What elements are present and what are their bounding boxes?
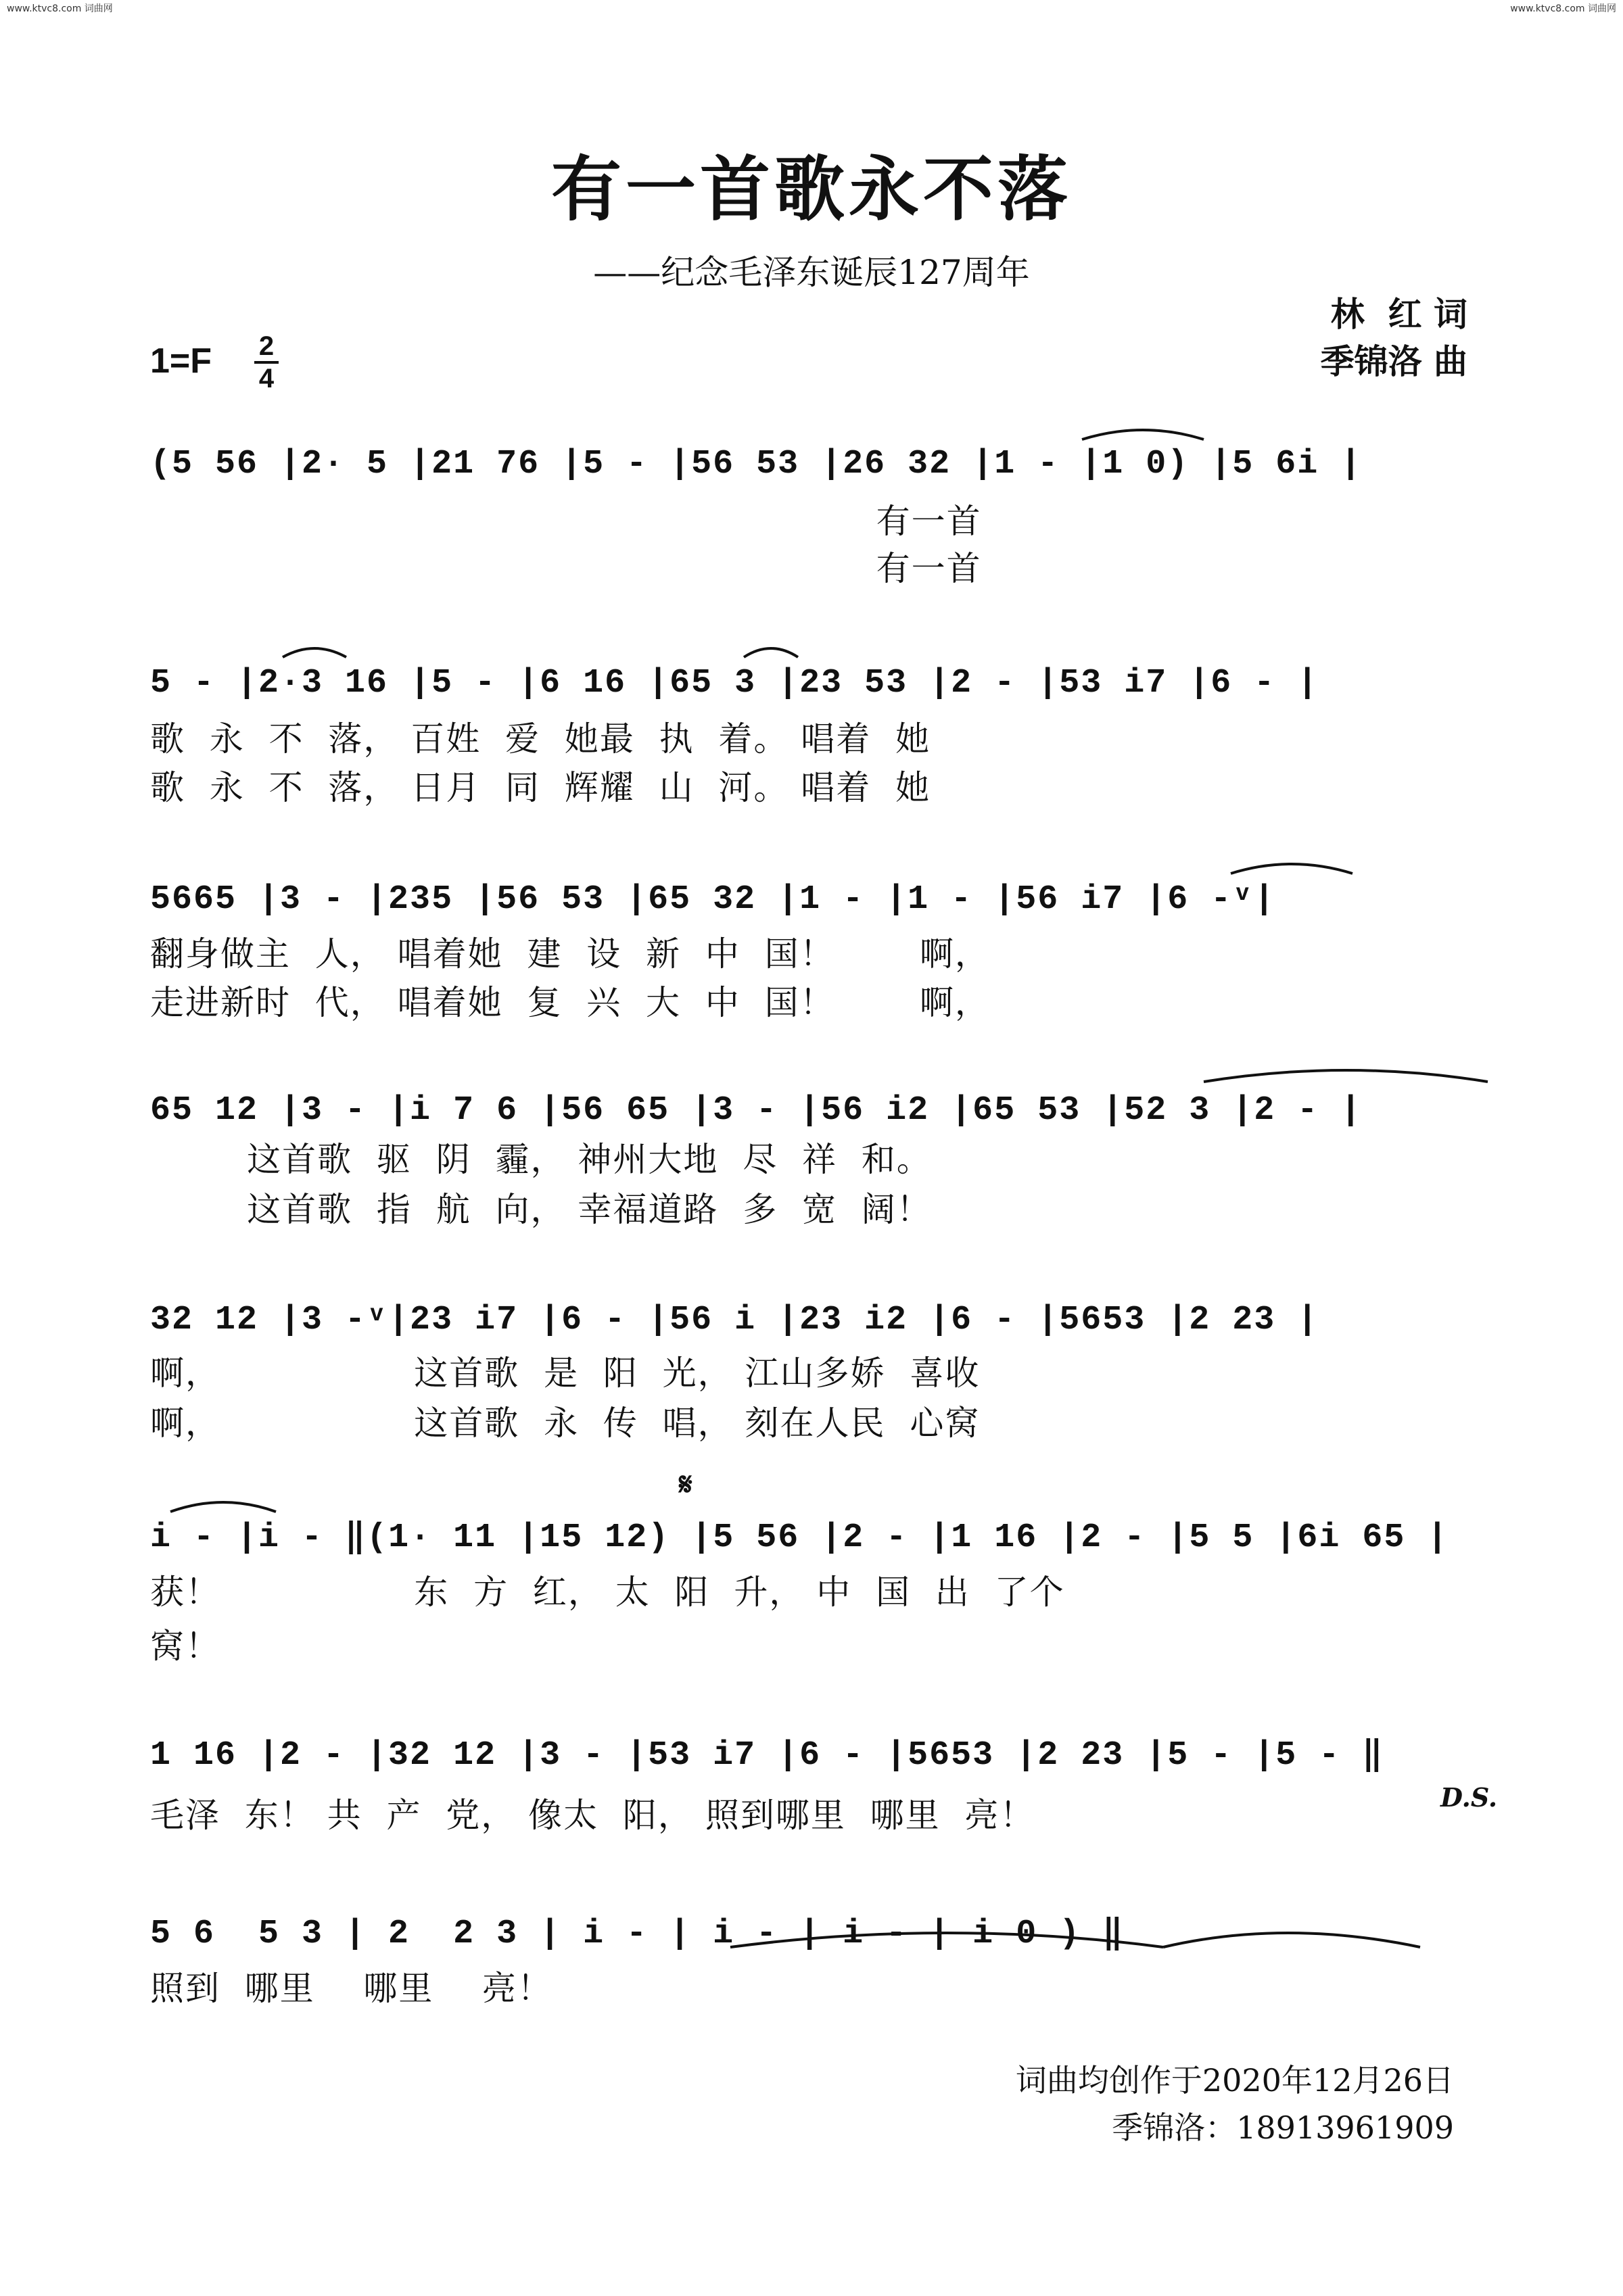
song-title: 有一首歌永不落: [550, 147, 1072, 231]
slur-arc: [170, 1502, 276, 1512]
time-signature-top: 2: [258, 331, 275, 361]
lyric-line-3a: 翻身做主 人， 唱着她 建 设 新 中 国！ 啊，: [150, 934, 990, 974]
notation-line-8: 5 6 5 3 | 2 2 3 | i - | i - | i - | i 0 ) ‖: [150, 1915, 1125, 1953]
lyric-line-5b: 啊， 这首歌 永 传 唱， 刻在人民 心窝: [150, 1404, 981, 1443]
notation-line-4: 65 12 |3 - |i 7 6 |56 65 |3 - |56 i2 |65 53 |52 3 |2 - |: [150, 1091, 1363, 1130]
lyric-line-1b: 有一首: [150, 549, 982, 588]
slur-arc: [1163, 1933, 1420, 1947]
slur-arc: [1082, 430, 1204, 439]
composer-credit: 季锦洛 曲: [1320, 341, 1467, 381]
slur-arc: [1231, 864, 1352, 874]
lyric-line-6a: 获！ 东 方 红， 太 阳 升， 中 国 出 了个: [150, 1573, 1065, 1612]
lyric-line-2b: 歌 永 不 落， 日月 同 辉耀 山 河。 唱着 她: [150, 768, 931, 807]
header-left-watermark: www.ktvc8.com 词曲网: [7, 3, 113, 14]
ds-marker: D.S.: [1440, 1782, 1498, 1813]
segno-sign: 𝄋: [679, 1466, 692, 1502]
song-subtitle: ——纪念毛泽东诞辰127周年: [593, 253, 1030, 292]
slur-arc: [283, 648, 346, 657]
notation-line-1: (5 56 |2· 5 |21 76 |5 - |56 53 |26 32 |1 - |1 0) |5 6i |: [150, 445, 1363, 483]
lyric-line-5a: 啊， 这首歌 是 阳 光， 江山多娇 喜收: [150, 1354, 981, 1393]
notation-line-7: 1 16 |2 - |32 12 |3 - |53 i7 |6 - |5653 |2 23 |5 - |5 - ‖: [150, 1736, 1384, 1775]
lyric-line-4a: 这首歌 驱 阴 霾， 神州大地 尽 祥 和。: [150, 1140, 932, 1179]
lyricist-credit: 林 红 词: [1330, 294, 1467, 334]
slur-arc: [744, 648, 798, 657]
lyric-line-6b: 窝！: [150, 1627, 220, 1666]
lyric-line-8: 照到 哪里 哪里 亮！: [150, 1969, 552, 2008]
notation-line-3: 5665 |3 - |235 |56 53 |65 32 |1 - |1 - |56 i7 |6 -ᵛ|: [150, 880, 1276, 919]
notation-line-6: i - |i - ‖(1· 11 |15 12) |5 56 |2 - |1 16 |2 - |5 5 |6i 65 |: [150, 1518, 1449, 1557]
lyric-line-7: 毛泽 东！ 共 产 党， 像太 阳， 照到哪里 哪里 亮！: [150, 1796, 1035, 1835]
lyric-line-3b: 走进新时 代， 唱着她 复 兴 大 中 国！ 啊，: [150, 983, 990, 1022]
notation-line-2: 5 - |2·3 16 |5 - |6 16 |65 3 |23 53 |2 - |53 i7 |6 - |: [150, 664, 1319, 702]
slur-arc: [730, 1933, 1163, 1947]
lyric-line-2a: 歌 永 不 落， 百姓 爱 她最 执 着。 唱着 她: [150, 719, 931, 759]
header-right-watermark: www.ktvc8.com 词曲网: [1510, 3, 1616, 14]
footer-contact-line: 季锦洛：18913961909: [1112, 2109, 1454, 2146]
time-signature-bottom: 4: [258, 364, 275, 393]
notation-line-5: 32 12 |3 -ᵛ|23 i7 |6 - |56 i |23 i2 |6 - |5653 |2 23 |: [150, 1301, 1319, 1339]
slur-arc: [1204, 1070, 1488, 1082]
lyric-line-1a: 有一首: [150, 502, 982, 541]
key-signature: 1=F: [150, 341, 212, 381]
footer-date-line: 词曲均创作于2020年12月26日: [1015, 2062, 1454, 2099]
lyric-line-4b: 这首歌 指 航 向， 幸福道路 多 宽 阔！: [150, 1190, 932, 1229]
